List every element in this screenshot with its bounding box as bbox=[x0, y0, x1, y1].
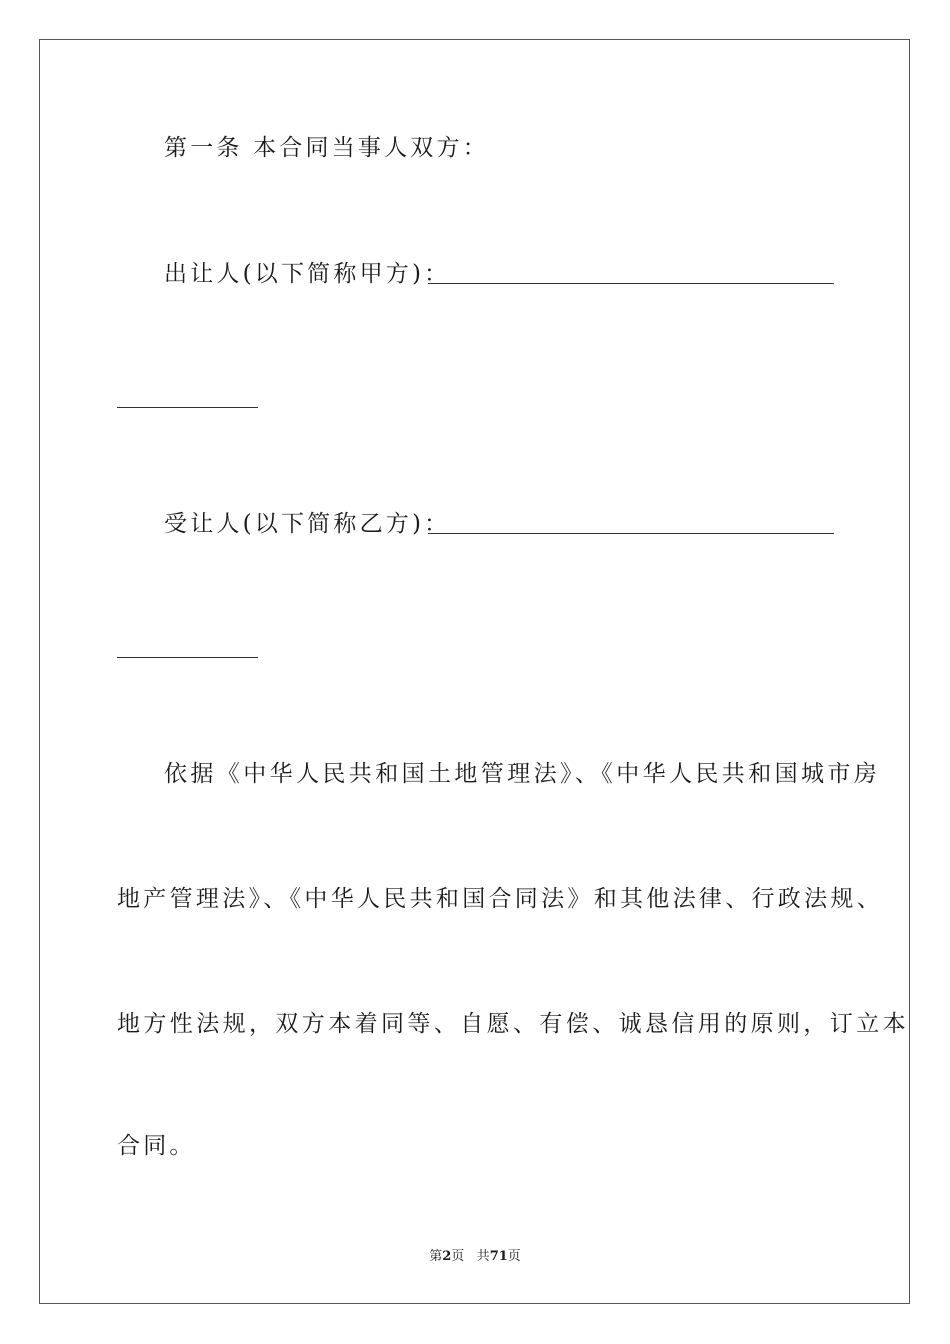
paragraph-line-1: 依据《中华人民共和国土地管理法》、《中华人民共和国城市房 bbox=[164, 761, 881, 787]
footer-total-prefix: 共 bbox=[476, 1249, 490, 1264]
party-b-label: 受让人(以下简称乙方)： bbox=[164, 511, 451, 537]
party-b-blank-continuation bbox=[117, 657, 258, 658]
party-a-blank bbox=[428, 283, 834, 284]
page-border bbox=[39, 39, 910, 1304]
footer-total-pages: 71 bbox=[489, 1249, 508, 1264]
page-footer bbox=[0, 1248, 950, 1266]
article-heading: 第一条 本合同当事人双方： bbox=[164, 135, 489, 161]
party-b-line bbox=[164, 509, 450, 539]
party-b-blank bbox=[428, 533, 834, 534]
footer-page-suffix: 页 bbox=[451, 1249, 465, 1264]
party-a-line bbox=[164, 259, 450, 289]
party-a-blank-continuation bbox=[117, 407, 258, 408]
paragraph-line-4: 合同。 bbox=[117, 1133, 196, 1159]
party-a-label: 出让人(以下简称甲方)： bbox=[164, 261, 451, 287]
paragraph-line-2: 地产管理法》、《中华人民共和国合同法》和其他法律、行政法规、 bbox=[117, 886, 883, 912]
paragraph-line-3: 地方性法规，双方本着同等、自愿、有偿、诚恳信用的原则，订立本 bbox=[117, 1011, 909, 1037]
footer-page-prefix: 第 bbox=[429, 1249, 443, 1264]
footer-page-number: 2 bbox=[442, 1249, 452, 1264]
footer-total-suffix: 页 bbox=[507, 1249, 521, 1264]
